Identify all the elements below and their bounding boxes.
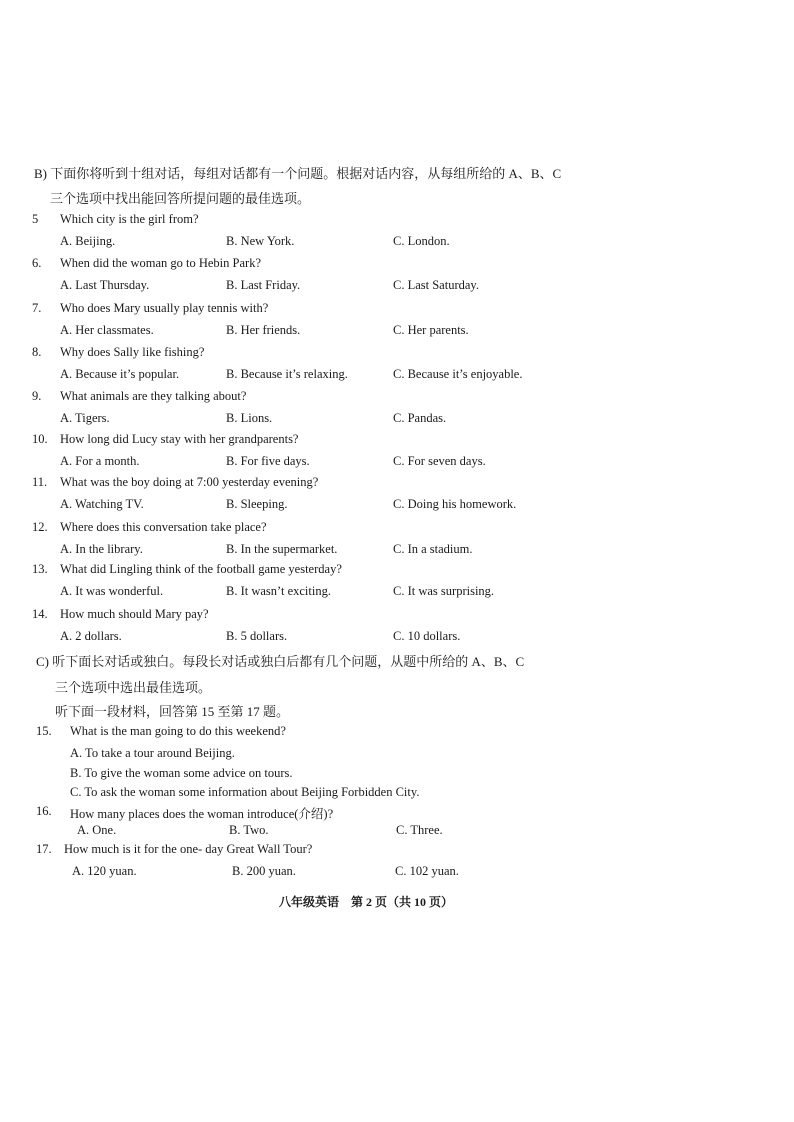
question-8-option-c: C. Because it’s enjoyable. bbox=[393, 367, 523, 381]
question-5-option-b: B. New York. bbox=[226, 234, 295, 248]
question-9-number: 9. bbox=[32, 389, 42, 403]
question-17-text: How much is it for the one- day Great Wall Tour? bbox=[64, 842, 313, 856]
question-6-text: When did the woman go to Hebin Park? bbox=[60, 256, 261, 270]
question-14-option-a: A. 2 dollars. bbox=[60, 629, 122, 643]
question-9-option-c: C. Pandas. bbox=[393, 411, 447, 425]
question-15-option-a: A. To take a tour around Beijing. bbox=[70, 746, 235, 760]
question-7-text: Who does Mary usually play tennis with? bbox=[60, 301, 269, 315]
question-7-option-c: C. Her parents. bbox=[393, 323, 469, 337]
question-17-number: 17. bbox=[36, 842, 52, 856]
question-6-option-b: B. Last Friday. bbox=[226, 278, 301, 292]
question-6-number: 6. bbox=[32, 256, 42, 270]
question-9-option-b: B. Lions. bbox=[226, 411, 273, 425]
question-16-option-c: C. Three. bbox=[396, 823, 443, 837]
question-5-number: 5 bbox=[32, 212, 39, 226]
section-c-instruction-line1: C) 听下面长对话或独白。每段长对话或独白后都有几个问题，从题中所给的 A、B、C bbox=[36, 654, 525, 669]
question-8-option-b: B. Because it’s relaxing. bbox=[226, 367, 348, 381]
question-10-option-c: C. For seven days. bbox=[393, 454, 486, 468]
question-15-option-c: C. To ask the woman some information about Beijing Forbidden City. bbox=[70, 785, 420, 799]
question-8-number: 8. bbox=[32, 345, 42, 359]
question-14-option-c: C. 10 dollars. bbox=[393, 629, 461, 643]
question-15-option-b: B. To give the woman some advice on tours. bbox=[70, 766, 293, 780]
question-5-option-c: C. London. bbox=[393, 234, 450, 248]
section-b-instruction-line2: 三个选项中找出能回答所提问题的最佳选项。 bbox=[50, 191, 311, 206]
question-5-option-a: A. Beijing. bbox=[60, 234, 116, 248]
question-10-option-b: B. For five days. bbox=[226, 454, 310, 468]
question-13-option-c: C. It was surprising. bbox=[393, 584, 495, 598]
question-5-text: Which city is the girl from? bbox=[60, 212, 199, 226]
question-13-option-a: A. It was wonderful. bbox=[60, 584, 164, 598]
section-c-instruction-line3: 听下面一段材料，回答第 15 至第 17 题。 bbox=[55, 704, 290, 719]
question-7-option-b: B. Her friends. bbox=[226, 323, 301, 337]
question-9-text: What animals are they talking about? bbox=[60, 389, 247, 403]
question-10-option-a: A. For a month. bbox=[60, 454, 140, 468]
question-11-text: What was the boy doing at 7:00 yesterday evening? bbox=[60, 475, 319, 489]
question-7-number: 7. bbox=[32, 301, 42, 315]
question-14-number: 14. bbox=[32, 607, 48, 621]
question-6-option-c: C. Last Saturday. bbox=[393, 278, 479, 292]
question-16-option-b: B. Two. bbox=[229, 823, 269, 837]
question-17-option-a: A. 120 yuan. bbox=[72, 864, 137, 878]
question-17-option-b: B. 200 yuan. bbox=[232, 864, 296, 878]
question-12-text: Where does this conversation take place? bbox=[60, 520, 267, 534]
section-b-instruction-line1: B) 下面你将听到十组对话，每组对话都有一个问题。根据对话内容，从每组所给的 A、B、C bbox=[34, 166, 562, 181]
question-14-text: How much should Mary pay? bbox=[60, 607, 209, 621]
question-9-option-a: A. Tigers. bbox=[60, 411, 110, 425]
question-13-option-b: B. It wasn’t exciting. bbox=[226, 584, 331, 598]
section-c-instruction-line2: 三个选项中选出最佳选项。 bbox=[55, 680, 212, 695]
question-8-text: Why does Sally like fishing? bbox=[60, 345, 205, 359]
question-16-number: 16. bbox=[36, 804, 52, 818]
question-8-option-a: A. Because it’s popular. bbox=[60, 367, 180, 381]
question-12-number: 12. bbox=[32, 520, 48, 534]
question-12-option-a: A. In the library. bbox=[60, 542, 143, 556]
question-11-option-c: C. Doing his homework. bbox=[393, 497, 517, 511]
question-11-option-b: B. Sleeping. bbox=[226, 497, 288, 511]
question-14-option-b: B. 5 dollars. bbox=[226, 629, 288, 643]
question-11-option-a: A. Watching TV. bbox=[60, 497, 144, 511]
question-6-option-a: A. Last Thursday. bbox=[60, 278, 150, 292]
question-15-text: What is the man going to do this weekend? bbox=[70, 724, 286, 738]
question-11-number: 11. bbox=[32, 475, 48, 489]
question-13-text: What did Lingling think of the football game yesterday? bbox=[60, 562, 342, 576]
question-13-number: 13. bbox=[32, 562, 48, 576]
question-10-text: How long did Lucy stay with her grandparents? bbox=[60, 432, 299, 446]
page-footer: 八年级英语 第 2 页（共 10 页） bbox=[279, 895, 454, 909]
question-7-option-a: A. Her classmates. bbox=[60, 323, 154, 337]
question-12-option-c: C. In a stadium. bbox=[393, 542, 473, 556]
question-16-option-a: A. One. bbox=[77, 823, 117, 837]
question-10-number: 10. bbox=[32, 432, 48, 446]
question-15-number: 15. bbox=[36, 724, 52, 738]
question-12-option-b: B. In the supermarket. bbox=[226, 542, 338, 556]
question-17-option-c: C. 102 yuan. bbox=[395, 864, 459, 878]
question-16-text: How many places does the woman introduce(介绍)? bbox=[70, 807, 334, 821]
